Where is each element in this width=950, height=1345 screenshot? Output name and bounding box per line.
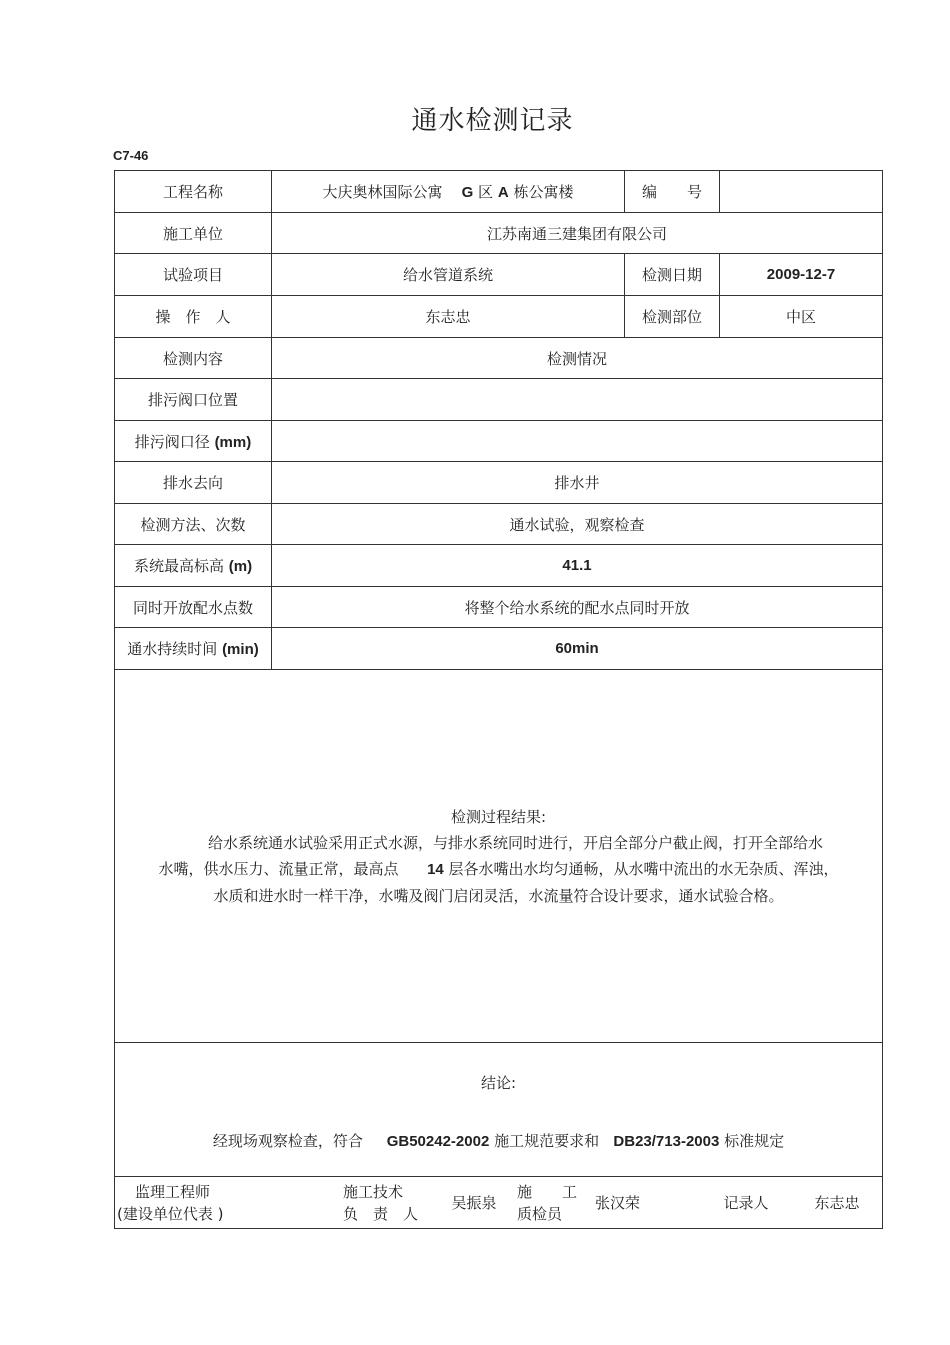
number-label: 编 号 bbox=[625, 171, 720, 213]
test-date-label: 检测日期 bbox=[625, 254, 720, 296]
conclusion-part: 标准规定 bbox=[724, 1132, 785, 1150]
content-value: 检测情况 bbox=[272, 338, 883, 379]
table-row bbox=[115, 545, 883, 587]
process-row bbox=[115, 670, 883, 1043]
duration-value: 60min bbox=[272, 628, 883, 670]
conclusion-row bbox=[115, 1043, 883, 1177]
tech-label bbox=[339, 1181, 435, 1225]
project-name-part: G bbox=[461, 184, 474, 201]
drain-valve-dia-label bbox=[115, 421, 272, 462]
process-text: 水嘴，供水压力、流量正常，最高点 bbox=[158, 859, 399, 878]
max-elev-label bbox=[115, 545, 272, 587]
operator-label: 操 作 人 bbox=[115, 296, 272, 338]
test-item-label: 试验项目 bbox=[115, 254, 272, 296]
process-floor-number: 14 bbox=[427, 860, 444, 878]
conclusion-standard-1: GB50242-2002 bbox=[386, 1133, 490, 1150]
test-item-value: 给水管道系统 bbox=[272, 254, 625, 296]
tech-line-2: 负 责 人 bbox=[343, 1204, 419, 1223]
page-title: 通水检测记录 bbox=[411, 106, 574, 136]
label-text: 排污阀口径 bbox=[134, 432, 210, 451]
table-row bbox=[115, 171, 883, 213]
tech-line-1: 施工技术 bbox=[343, 1182, 404, 1201]
table-row bbox=[115, 587, 883, 628]
conclusion-cell bbox=[115, 1043, 883, 1177]
max-elev-value: 41.1 bbox=[272, 545, 883, 587]
label-unit: (m) bbox=[228, 558, 253, 575]
project-name-part: 区 bbox=[478, 183, 494, 201]
process-text: 层各水嘴出水均匀通畅，从水嘴中流出的水无杂质、浑浊， bbox=[448, 859, 839, 878]
open-points-value: 将整个给水系统的配水点同时开放 bbox=[272, 587, 883, 628]
table-row bbox=[115, 379, 883, 421]
test-date-value: 2009-12-7 bbox=[720, 254, 883, 296]
contractor-value: 江苏南通三建集团有限公司 bbox=[272, 213, 883, 254]
signature-cell bbox=[115, 1177, 883, 1229]
process-line-2 bbox=[119, 856, 878, 883]
content-label: 检测内容 bbox=[115, 338, 272, 379]
method-value: 通水试验，观察检查 bbox=[272, 504, 883, 545]
project-name-part: 大庆奥林国际公寓 bbox=[322, 183, 443, 201]
qc-name: 张汉荣 bbox=[595, 1194, 641, 1212]
qc-label bbox=[513, 1181, 591, 1225]
table-row bbox=[115, 296, 883, 338]
conclusion-text bbox=[119, 1130, 878, 1151]
record-table bbox=[114, 170, 883, 1229]
conclusion-label: 结论: bbox=[480, 1074, 517, 1092]
supervisor-label bbox=[115, 1181, 339, 1225]
operator-value: 东志忠 bbox=[272, 296, 625, 338]
drain-valve-pos-label: 排污阀口位置 bbox=[115, 379, 272, 421]
table-row bbox=[115, 462, 883, 504]
drain-dir-value: 排水井 bbox=[272, 462, 883, 504]
table-row bbox=[115, 421, 883, 462]
conclusion-part: 施工规范要求和 bbox=[494, 1132, 600, 1150]
table-row bbox=[115, 504, 883, 545]
drain-valve-pos-value bbox=[272, 379, 883, 421]
duration-label bbox=[115, 628, 272, 670]
recorder-label: 记录人 bbox=[723, 1194, 769, 1212]
process-label: 检测过程结果: bbox=[450, 807, 547, 826]
project-name-part: 栋公寓楼 bbox=[513, 183, 574, 201]
form-code: C7-46 bbox=[113, 148, 149, 163]
process-cell bbox=[115, 670, 883, 1043]
project-name-part: A bbox=[497, 184, 509, 201]
label-text: 系统最高标高 bbox=[133, 557, 224, 575]
signature-row bbox=[115, 1177, 883, 1229]
table-row bbox=[115, 213, 883, 254]
drain-dir-label: 排水去向 bbox=[115, 462, 272, 504]
qc-line-2: 质检员 bbox=[517, 1204, 563, 1223]
qc-line-1: 施 工 bbox=[517, 1182, 578, 1201]
table-row bbox=[115, 254, 883, 296]
process-line-3: 水质和进水时一样干净，水嘴及阀门启闭灵活，水流量符合设计要求，通水试验合格。 bbox=[213, 886, 784, 905]
process-line-1: 给水系统通水试验采用正式水源，与排水系统同时进行，开启全部分户截止阀，打开全部给水 bbox=[207, 833, 823, 852]
number-value bbox=[720, 171, 883, 213]
signature-table bbox=[115, 1181, 883, 1225]
label-unit: (mm) bbox=[214, 433, 252, 451]
drain-valve-dia-value bbox=[272, 421, 883, 462]
label-text: 通水持续时间 bbox=[127, 640, 218, 658]
method-label: 检测方法、次数 bbox=[115, 504, 272, 545]
test-area-label: 检测部位 bbox=[625, 296, 720, 338]
label-unit: (min) bbox=[222, 641, 259, 658]
project-name-label: 工程名称 bbox=[115, 171, 272, 213]
supervisor-line-1: 监理工程师 bbox=[135, 1182, 211, 1201]
supervisor-line-2: (建设单位代表 ) bbox=[117, 1204, 224, 1223]
project-name-value bbox=[272, 171, 625, 213]
contractor-label: 施工单位 bbox=[115, 213, 272, 254]
recorder-name: 东志忠 bbox=[814, 1194, 860, 1212]
test-area-value: 中区 bbox=[720, 296, 883, 338]
tech-name: 吴振泉 bbox=[451, 1194, 497, 1212]
conclusion-standard-2: DB23/713-2003 bbox=[613, 1133, 720, 1150]
table-row bbox=[115, 628, 883, 670]
table-row bbox=[115, 338, 883, 379]
conclusion-part: 经现场观察检查，符合 bbox=[212, 1132, 363, 1150]
open-points-label: 同时开放配水点数 bbox=[115, 587, 272, 628]
